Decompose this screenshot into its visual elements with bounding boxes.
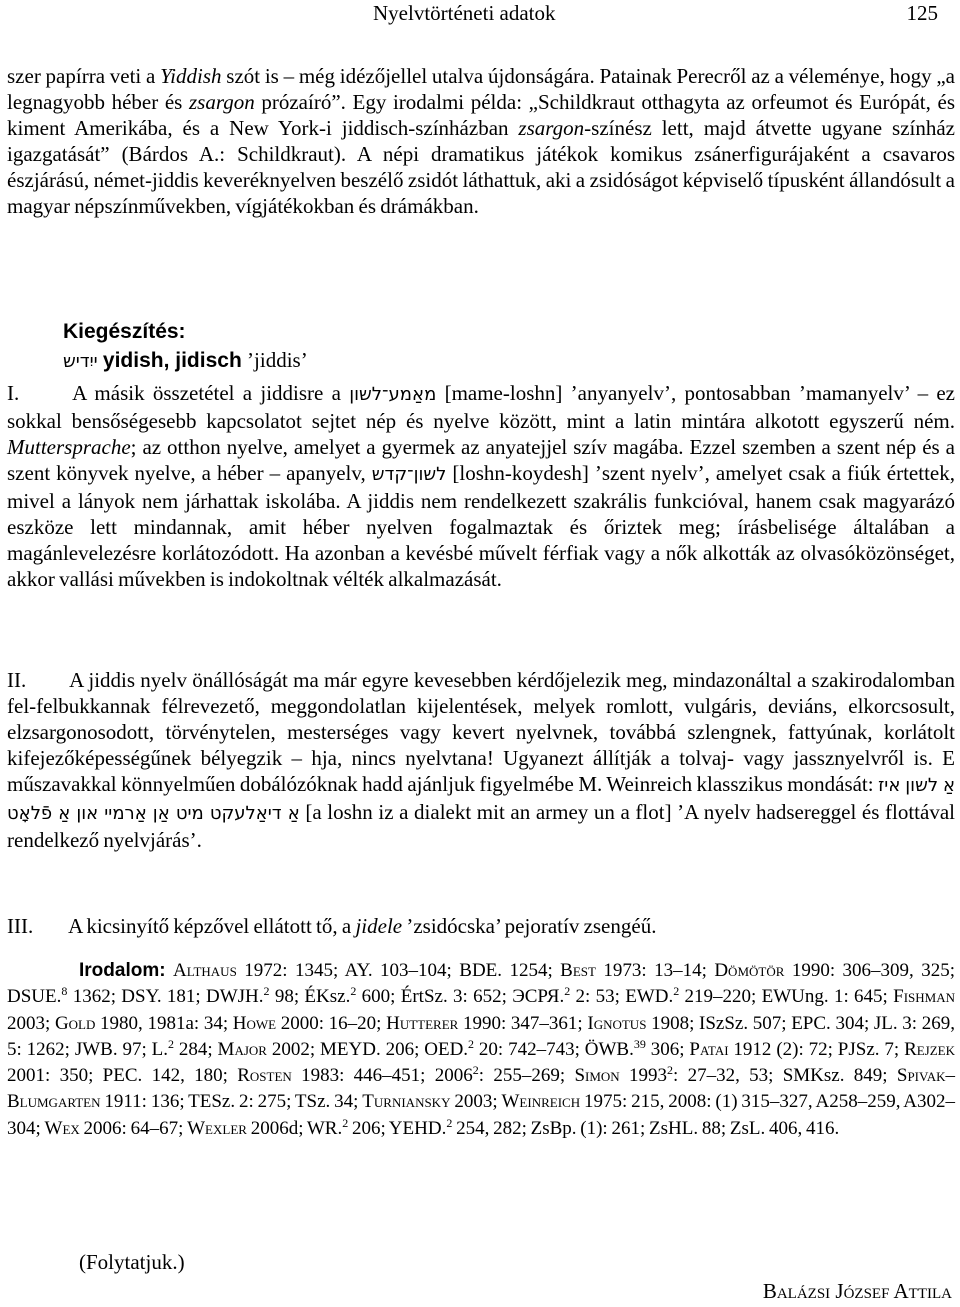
bibliography-text: : 255–269; [478, 1065, 575, 1087]
hebrew-headword: ייִדיש [63, 351, 98, 372]
bibliography-author: Ignotus [587, 1012, 647, 1034]
bibliography-text: : 27–32, 53; SMKsz. 849; [672, 1065, 897, 1087]
hebrew-quote: אַ לשון איז אַ דיאַלעקט מיט אַן אַרמיי און אַ פֿלאָט [7, 775, 956, 824]
bibliography [7, 958, 955, 1142]
bibliography-author: Rosten [237, 1065, 292, 1087]
bibliography-text: 2000: 16–20; [276, 1012, 387, 1034]
bibliography-author: Weinreich [501, 1091, 581, 1113]
bibliography-text: 1983: 446–451; 2006 [291, 1065, 473, 1087]
edition-superscript: 2 [350, 984, 357, 999]
bibliography-text: 98; ÉKsz. [269, 986, 351, 1008]
bibliography-author: Dömötör [714, 960, 785, 981]
bibliography-author: Althaus [173, 960, 237, 981]
running-title: Nyelvtörténeti adatok [373, 1, 556, 25]
bibliography-text: 1972: 1345; AY. 103–104; BDE. 1254; [236, 960, 561, 981]
bibliography-text: 1990: 306–309, 325; DSUE. [7, 960, 955, 1008]
hebrew-term: לשון־קדש [371, 464, 447, 485]
bibliography-text: 2: 53; EWD. [570, 986, 674, 1008]
bibliography-text: 1911: 136; TESz. 2: 275; TSz. 34; [100, 1091, 363, 1113]
bibliography-text: 306; [645, 1038, 690, 1060]
bibliography-text: 219–220; EWUng. 1: 645; [679, 986, 894, 1008]
bibliography-text: 1912 (2): 72; PJSz. 7; [728, 1038, 905, 1060]
bibliography-text: 284; [173, 1038, 218, 1060]
edition-superscript: 2 [342, 1115, 349, 1130]
bibliography-author: Gold [54, 1012, 96, 1034]
bibliography-text: 2001: 350; PEC. 142, 180; [7, 1065, 238, 1087]
bibliography-author: Patai [689, 1038, 729, 1060]
bibliography-text [166, 960, 173, 981]
bibliography-author: Best [560, 960, 596, 981]
bibliography-text: 1973: 13–14; [595, 960, 715, 981]
headword-gloss: ’jiddis’ [247, 348, 308, 372]
edition-superscript: 2 [263, 984, 270, 999]
edition-superscript: 2 [666, 1063, 673, 1078]
bibliography-text: 1980, 1981a: 34; [95, 1012, 233, 1034]
section-1-paragraph: I. A másik összetétel a jiddisre a מאַמע־לשון [mame-loshn] ’anyanyelv’, pontosabban ’mamanyelv’ – ez sokkal bensőségesebb kapcsolatot sejtet nép és nyelve között, mint a latin mintára alkotott egyszerű ném. Muttersprache; az otthon nyelve, amelyet a gyermek az anyatejjel szív magába. Ezzel szemben a szent nép és a szent könyvek nyelve, a héber – apanyelv, לשון־קדש [loshn-koydesh] ’szent nyelv’, amelyet csak a fiúk értettek, mivel a lányok nem járhattak iskolába. A jiddis nem rendelkezett szakrális funkcióval, hanem csak magyarázó eszköze lett mindannak, amit héber nyelven fogalmaztak és őriztek meg; írásbelisége általában a magánlevelezésre korlátozódott. Ha azonban a kevésbé művelt férfiak vagy a nők alkották az olvasóközönséget, akkor vallási művekben is indokoltnak vélték alkalmazását. [7, 381, 955, 591]
bibliography-author: Fishman [893, 986, 955, 1008]
bibliography-text: 20: 742–743; ÖWB. [474, 1038, 634, 1060]
page-number: 125 [906, 1, 938, 25]
bibliography-text: 1908; ISzSz. 507; EPC. 304; JL. 3: 269, 5: 1262; JWB. 97; L. [7, 1012, 955, 1060]
bibliography-author: Turniansky [362, 1091, 451, 1113]
bibliography-author: Rejzek [904, 1038, 956, 1060]
bibliography-text: 1990: 347–361; [458, 1012, 588, 1034]
bibliography-text: 600; ÉrtSz. 3: 652; ЭСРЯ. [356, 986, 565, 1008]
edition-superscript: 2 [472, 1063, 479, 1078]
edition-superscript: 2 [564, 984, 571, 999]
section-3-paragraph: III. A kicsinyítő képzővel ellátott tő, a jidele ’zsidócska’ pejoratív zsengéű. [7, 914, 657, 938]
bibliography-author: Spivak–Blumgarten [7, 1065, 955, 1113]
bibliography-text: 1362; DSY. 181; DWJH. [67, 986, 264, 1008]
bibliography-text: 2003; [450, 1091, 502, 1113]
bibliography-text: 2002; MEYD. 206; OED. [266, 1038, 469, 1060]
intro-paragraph: szer papírra veti a Yiddish szót is – még idézőjellel utalva újdonságára. Patainak Perecről az a véleménye, hogy „a legnagyobb héber és zsargon prózaíró”. Egy irodalmi példa: „Schildkraut otthagyta az orfeumot és Európát, és kiment Amerikába, és a New York-i jiddisch-színházban zsargon-színész lett, majd átvette ugyane színház igazgatását” (Bárdos A.: Schildkraut). A népi dramatikus játékok komikus zsánerfigurájaként a csavaros észjárású, német-jiddis keveréknyelven beszélő zsidót láthattuk, aki a zsidóságot képviselő típusként állandósult a magyar népszínművekben, vígjátékokban és drámákban. [7, 64, 956, 218]
headword: yidish, jidisch [102, 349, 242, 372]
edition-superscript: 2 [673, 984, 680, 999]
edition-superscript: 8 [61, 984, 68, 999]
edition-superscript: 2 [167, 1036, 174, 1051]
bibliography-text: 1975: 215, 2008: (1) 315–327, A258–259, A302–304; [7, 1091, 956, 1139]
bibliography-text: 254, 282; ZsBp. (1): 261; ZsHL. 88; ZsL. 406, 416. [452, 1117, 840, 1139]
supplement-heading: Kiegészítés: [63, 320, 186, 343]
bibliography-author: Major [217, 1038, 267, 1060]
continued-note: (Folytatjuk.) [79, 1250, 185, 1274]
section-2-paragraph: II. A jiddis nyelv önállóságát ma már egyre kevesebben kérdőjelezik meg, mindazonáltal a szakirodalomban fel-felbukkannak félrevezető, meggondolatlan kijelentések, melyek romlott, vulgáris, deviáns, elkorcsosult, elzsargonosodott, törvénytelen, mesterséges vagy kevert nyelvnek, továbbá szlengnek, fattyúnak, korlátolt kifejezőképességűnek bélyegzik – hja, nincs nyelvtana! Ugyanezt állítják a tolvaj- vagy jassznyelvről is. E műszavakkal könnyelműen dobálózóknak hadd ajánljuk figyelmébe M. Weinreich klasszikus mondását: אַ לשון איז אַ דיאַלעקט מיט אַן אַרמיי און אַ פֿלאָט [a loshn iz a dialekt mit an armey un a flot] ’A nyelv hadsereggel és flottával rendelkező nyelvjárás’. [7, 668, 956, 852]
bibliography-author: Wexler [187, 1117, 247, 1139]
edition-superscript: 2 [468, 1036, 475, 1051]
bibliography-text: 2006: 64–67; [79, 1117, 188, 1139]
bibliography-text: 2003; [7, 1012, 55, 1034]
bibliography-text: 206; YEHD. [348, 1117, 447, 1139]
bibliography-author: Hutterer [386, 1012, 459, 1034]
bibliography-author: Wex [44, 1117, 80, 1139]
bibliography-text: 1993 [619, 1065, 667, 1087]
author-signature: Balázsi József Attila [762, 1279, 952, 1303]
edition-superscript: 39 [633, 1036, 646, 1051]
running-head [0, 0, 960, 26]
hebrew-term: מאַמע־לשון [349, 384, 437, 405]
bibliography-text: 2006d; WR. [246, 1117, 343, 1139]
bibliography-author: Howe [232, 1012, 277, 1034]
bibliography-label: Irodalom: [79, 960, 166, 981]
edition-superscript: 2 [446, 1115, 453, 1130]
bibliography-author: Simon [574, 1065, 620, 1087]
headword-entry [63, 347, 308, 375]
